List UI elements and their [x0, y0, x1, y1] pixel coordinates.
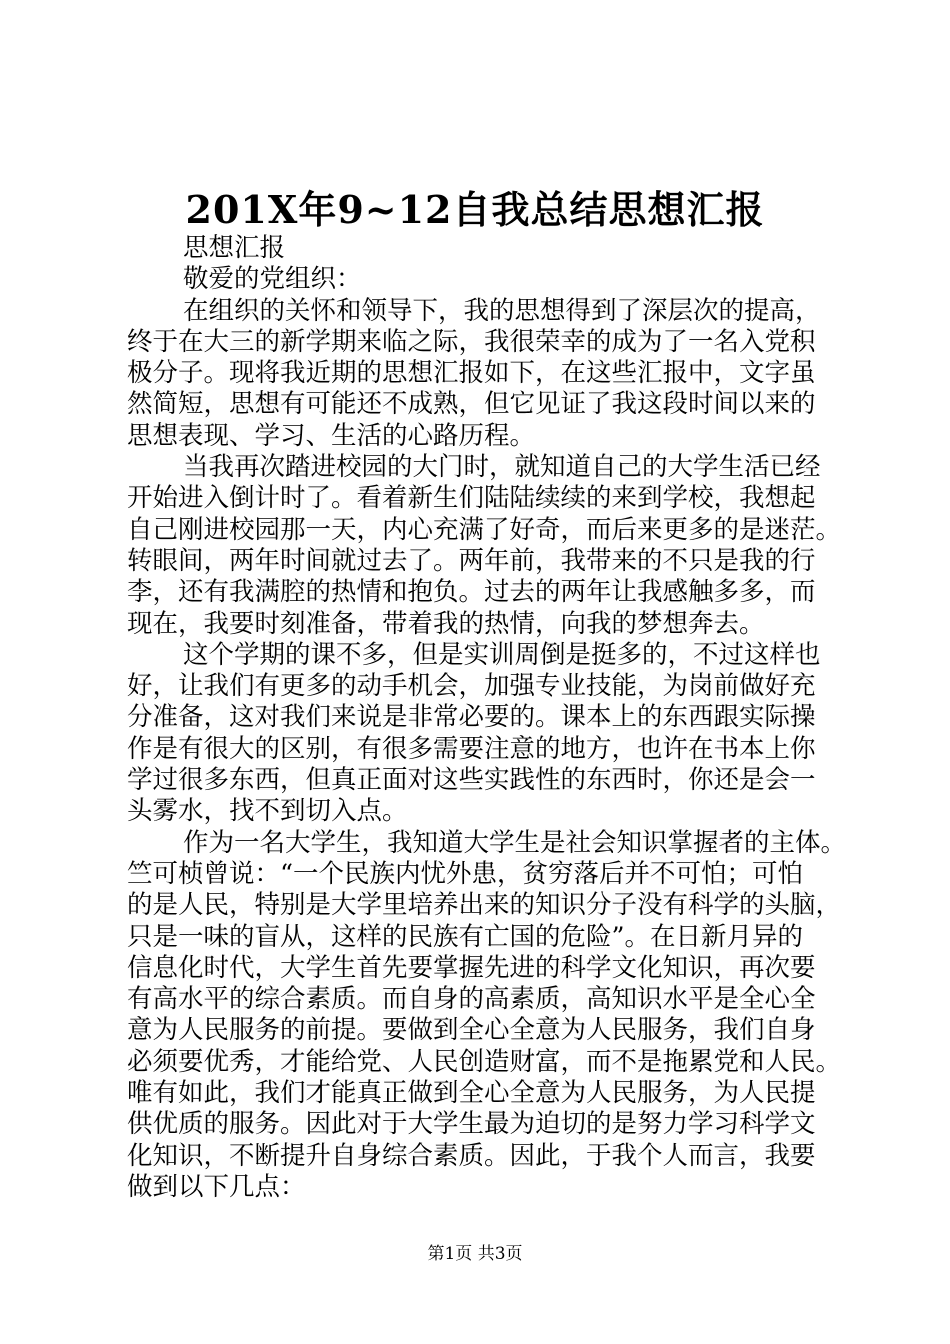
paragraph-line: 在组织的关怀和领导下，我的思想得到了深层次的提高， [183, 295, 821, 326]
document-body [127, 233, 847, 1203]
paragraph-line: 李，还有我满腔的热情和抱负。过去的两年让我感触多多，而 [127, 577, 816, 608]
paragraph-line: 当我再次踏进校园的大门时，就知道自己的大学生活已经 [183, 452, 821, 483]
paragraph-line: 唯有如此，我们才能真正做到全心全意为人民服务，为人民提 [127, 1078, 816, 1109]
paragraph-line: 好，让我们有更多的动手机会，加强专业技能，为岗前做好充 [127, 671, 816, 702]
paragraph-line: 这个学期的课不多，但是实训周倒是挺多的，不过这样也 [183, 639, 821, 670]
paragraph-line: 现在，我要时刻准备，带着我的热情，向我的梦想奔去。 [127, 608, 765, 639]
paragraph-line: 终于在大三的新学期来临之际，我很荣幸的成为了一名入党积 [127, 326, 816, 357]
paragraph-line: 做到以下几点： [127, 1171, 306, 1202]
paragraph-line: 思想表现、学习、生活的心路历程。 [127, 420, 536, 451]
paragraph-line: 的是人民，特别是大学里培养出来的知识分子没有科学的头脑， [127, 890, 842, 921]
paragraph-line: 意为人民服务的前提。要做到全心全意为人民服务，我们自身 [127, 1015, 816, 1046]
page-number-footer: 第1页 共3页 [427, 1244, 523, 1264]
paragraph-line: 供优质的服务。因此对于大学生最为迫切的是努力学习科学文 [127, 1109, 816, 1140]
paragraph-line: 开始进入倒计时了。看着新生们陆陆续续的来到学校，我想起 [127, 483, 816, 514]
paragraph-line: 只是一味的盲从，这样的民族有亡国的危险”。在日新月异的 [127, 921, 804, 952]
paragraph-line: 作为一名大学生，我知道大学生是社会知识掌握者的主体。 [183, 827, 847, 858]
paragraph-line: 必须要优秀，才能给党、人民创造财富，而不是拖累党和人民。 [127, 1046, 842, 1077]
paragraph-line: 学过很多东西，但真正面对这些实践性的东西时，你还是会一 [127, 765, 816, 796]
paragraph-line: 竺可桢曾说：“一个民族内忧外患，贫穷落后并不可怕；可怕 [127, 858, 804, 889]
paragraph-line: 自己刚进校园那一天，内心充满了好奇，而后来更多的是迷茫。 [127, 514, 842, 545]
paragraph-line: 然简短，思想有可能还不成熟，但它见证了我这段时间以来的 [127, 389, 816, 420]
paragraph-line: 有高水平的综合素质。而自身的高素质，高知识水平是全心全 [127, 984, 816, 1015]
paragraph-line: 信息化时代，大学生首先要掌握先进的科学文化知识，再次要 [127, 952, 816, 983]
paragraph-line: 化知识，不断提升自身综合素质。因此，于我个人而言，我要 [127, 1140, 816, 1171]
document-title: 201X年9~12自我总结思想汇报 [185, 187, 765, 232]
paragraph-line: 作是有很大的区别，有很多需要注意的地方，也许在书本上你 [127, 733, 816, 764]
paragraph-line: 头雾水，找不到切入点。 [127, 796, 408, 827]
paragraph-line: 极分子。现将我近期的思想汇报如下，在这些汇报中，文字虽 [127, 358, 816, 389]
paragraph-line: 分准备，这对我们来说是非常必要的。课本上的东西跟实际操 [127, 702, 816, 733]
heading: 思想汇报 [183, 233, 286, 263]
paragraph-line: 转眼间，两年时间就过去了。两年前，我带来的不只是我的行 [127, 545, 816, 576]
salutation: 敬爱的党组织： [183, 264, 362, 295]
